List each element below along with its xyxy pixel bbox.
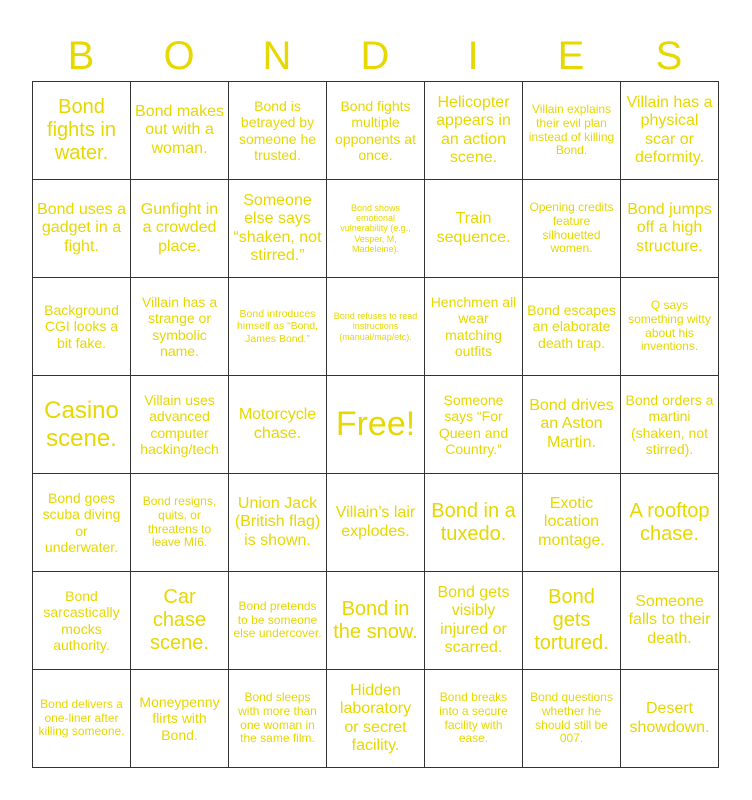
bingo-cell[interactable]: Villain explains their evil plan instead of killing Bond. <box>523 82 621 180</box>
bingo-title <box>32 30 718 82</box>
bingo-cell[interactable]: Bond uses a gadget in a fight. <box>33 180 131 278</box>
bingo-cell[interactable]: Gunfight in a crowded place. <box>131 180 229 278</box>
bingo-cell[interactable]: Bond jumps off a high structure. <box>621 180 719 278</box>
bingo-grid <box>32 81 719 768</box>
bingo-cell[interactable]: Train sequence. <box>425 180 523 278</box>
bingo-cell[interactable]: Bond shows emotional vulnerability (e.g., Vesper, M, Madeleine). <box>327 180 425 278</box>
bingo-cell[interactable]: Villain has a strange or symbolic name. <box>131 278 229 376</box>
bingo-cell[interactable]: Bond orders a martini (shaken, not stirred). <box>621 376 719 474</box>
bingo-cell[interactable]: Car chase scene. <box>131 572 229 670</box>
bingo-cell[interactable]: Casino scene. <box>33 376 131 474</box>
bingo-cell[interactable]: Moneypenny flirts with Bond. <box>131 670 229 768</box>
bingo-cell[interactable]: Henchmen all wear matching outfits <box>425 278 523 376</box>
bingo-cell[interactable]: Bond questions whether he should still be 007. <box>523 670 621 768</box>
bingo-cell[interactable]: Bond refuses to read instructions (manual/map/etc). <box>327 278 425 376</box>
bingo-cell[interactable]: Bond drives an Aston Martin. <box>523 376 621 474</box>
bingo-cell[interactable]: Union Jack (British flag) is shown. <box>229 474 327 572</box>
bingo-cell[interactable]: Bond sleeps with more than one woman in the same film. <box>229 670 327 768</box>
bingo-cell[interactable]: Motorcycle chase. <box>229 376 327 474</box>
bingo-cell[interactable]: A rooftop chase. <box>621 474 719 572</box>
title-letter-d: D <box>360 34 390 78</box>
bingo-cell[interactable]: Bond makes out with a woman. <box>131 82 229 180</box>
bingo-cell[interactable]: Bond is betrayed by someone he trusted. <box>229 82 327 180</box>
bingo-cell[interactable]: Bond pretends to be someone else undercover. <box>229 572 327 670</box>
bingo-cell[interactable]: Someone else says “shaken, not stirred.” <box>229 180 327 278</box>
bingo-cell[interactable]: Villain has a physical scar or deformity. <box>621 82 719 180</box>
bingo-cell[interactable]: Helicopter appears in an action scene. <box>425 82 523 180</box>
bingo-cell[interactable]: Desert showdown. <box>621 670 719 768</box>
bingo-cell[interactable]: Someone falls to their death. <box>621 572 719 670</box>
bingo-cell[interactable]: Bond resigns, quits, or threatens to leave MI6. <box>131 474 229 572</box>
bingo-cell[interactable]: Bond goes scuba diving or underwater. <box>33 474 131 572</box>
title-letter-s: S <box>655 34 683 78</box>
bingo-cell[interactable]: Bond fights multiple opponents at once. <box>327 82 425 180</box>
bingo-cell[interactable]: Opening credits feature silhouetted women. <box>523 180 621 278</box>
bingo-cell[interactable]: Bond gets tortured. <box>523 572 621 670</box>
bingo-cell[interactable]: Bond gets visibly injured or scarred. <box>425 572 523 670</box>
bingo-cell[interactable]: Bond escapes an elaborate death trap. <box>523 278 621 376</box>
bingo-cell[interactable]: Villain uses advanced computer hacking/tech <box>131 376 229 474</box>
title-letter-o: O <box>163 34 195 78</box>
bingo-cell[interactable]: Bond breaks into a secure facility with ease. <box>425 670 523 768</box>
bingo-cell[interactable]: Bond fights in water. <box>33 82 131 180</box>
free-space-cell[interactable]: Free! <box>327 376 425 474</box>
bingo-cell[interactable]: Bond delivers a one-liner after killing someone. <box>33 670 131 768</box>
title-letter-e: E <box>557 34 585 78</box>
bingo-cell[interactable]: Someone says “For Queen and Country.” <box>425 376 523 474</box>
bingo-cell[interactable]: Exotic location montage. <box>523 474 621 572</box>
bingo-cell[interactable]: Villain’s lair explodes. <box>327 474 425 572</box>
bingo-cell[interactable]: Hidden laboratory or secret facility. <box>327 670 425 768</box>
bingo-cell[interactable]: Bond introduces himself as “Bond, James Bond.” <box>229 278 327 376</box>
title-letter-i: I <box>467 34 479 78</box>
bingo-cell[interactable]: Bond sarcastically mocks authority. <box>33 572 131 670</box>
bingo-cell[interactable]: Q says something witty about his inventions. <box>621 278 719 376</box>
title-letter-b: B <box>67 34 95 78</box>
bingo-cell[interactable]: Background CGI looks a bit fake. <box>33 278 131 376</box>
title-letter-n: N <box>262 34 292 78</box>
bingo-cell[interactable]: Bond in the snow. <box>327 572 425 670</box>
bingo-cell[interactable]: Bond in a tuxedo. <box>425 474 523 572</box>
